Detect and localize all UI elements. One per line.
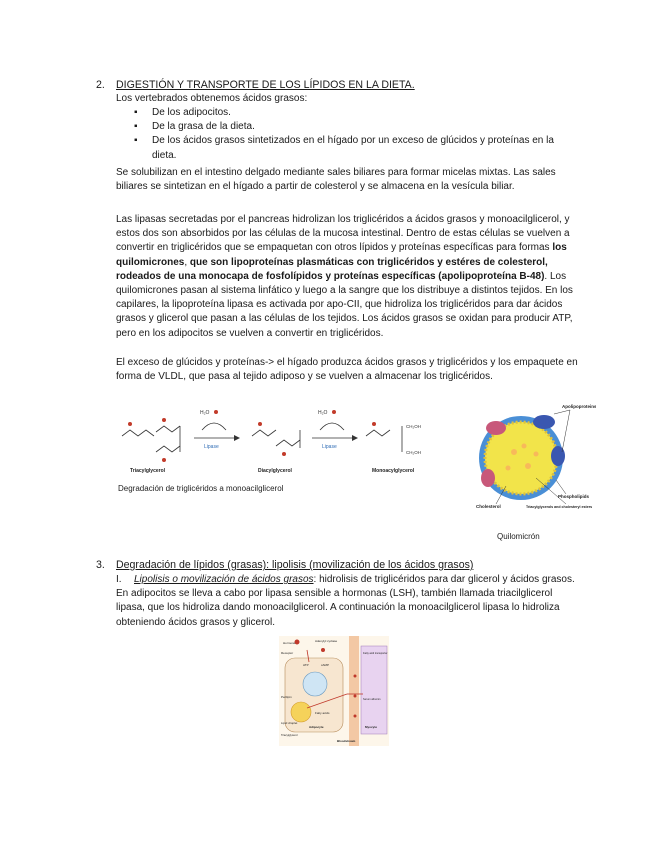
ch2oh-label: CH₂OH xyxy=(406,450,421,455)
cholesterol-label: Cholesterol xyxy=(476,504,501,509)
fatty-acids-label: Fatty acids xyxy=(315,711,330,715)
bold-run-quilomicrones: los quilomicrones xyxy=(116,242,567,268)
triacylglycerol-label: Triacylglycerol xyxy=(281,734,298,737)
roman-numeral: I. xyxy=(116,574,122,585)
lipolysis-item xyxy=(116,573,578,630)
apolipoproteins-label: Apolipoproteins xyxy=(562,404,596,409)
lipase-label: Lipase xyxy=(204,444,219,450)
bold-run-lipoproteinas: que son lipoproteínas plasmáticas con triglicéridos y estéres de colesterol, rodeados de una monocapa de fosfolípidos y proteínas específicas (apolipoproteína B-48) xyxy=(116,256,548,282)
text-run: Las lipasas secretadas por el pancreas hidrolizan los triglicéridos a ácidos grasos y monoacilglicerol, y estos dos son absorbidos por las células de la mucosa intestinal. Dentro de estas células se vuelven a convertir en triglicéridos que se empaquetan con otros lípidos y proteínas específicas para formas xyxy=(116,214,570,254)
bullet-item: ▪ De los ácidos grasos sintetizados en el hígado por un exceso de glúcidos y proteínas en la dieta. xyxy=(116,134,578,162)
bullet-item: ▪ De la grasa de la dieta. xyxy=(116,120,578,134)
bloodstream-label: Bloodstream xyxy=(337,739,356,743)
lipid-droplet-label: Lipid droplet xyxy=(281,721,298,725)
lipolysis-term: Lipolisis o movilización de ácidos grasos xyxy=(134,574,314,585)
bullet-item: ▪ De los adipocitos. xyxy=(116,106,578,120)
lipolysis-text: : hidrolisis de triglicéridos para dar glicerol y ácidos grasos. En adipocitos se lleva a cabo por lipasa sensible a hormonas (LSH), también llamada triacilglicerol lipasa, que los hidroliza dando monoacilglicerol. A continuación la monoacilglicerol lipasa lo hidroliza obteniendo ácidos grasos y glicerol. xyxy=(116,574,575,628)
monoacylglycerol-label: Monoacylglycerol xyxy=(372,468,415,474)
serum-albumin-label: Serum albumin xyxy=(363,698,381,701)
fatty-acid-transporter-label: Fatty acid transporter xyxy=(363,652,388,655)
text-run: . Los quilomicrones pasan al sistema linfático y luego a la sangre que los distribuye a distintos tejidos. En los capilares, la lipoproteína lipasa es activada por apo-CII, que hidroliza los triglicéridos para dar ácidos grasos y glicerol que pasan a las células de los tejidos. Los ácidos grasos se oxidan para producir ATP, pero en los adipocitos se vuelven a convertir en triglicéridos. xyxy=(116,270,573,339)
water-label: H₂O xyxy=(318,410,328,416)
receptor-label: Receptor xyxy=(281,651,294,655)
section-3-heading xyxy=(96,559,473,571)
source-bullet-list xyxy=(116,106,578,163)
section-2-title: DIGESTIÓN Y TRANSPORTE DE LOS LÍPIDOS EN LA DIETA. xyxy=(116,79,415,91)
triglyceride-hydrolysis-figure xyxy=(116,400,446,480)
section-2-number: 2. xyxy=(96,79,105,91)
lipase-label: Lipase xyxy=(322,444,337,450)
section-3-title: Degradación de lípidos (grasas): lipolisis (movilización de los ácidos grasos) xyxy=(116,559,474,571)
camp-label: cAMP xyxy=(321,663,330,667)
triacylglycerol-label: Triacylglycerol xyxy=(130,468,166,474)
water-label: H₂O xyxy=(200,410,210,416)
figure-caption-degradation: Degradación de triglicéridos a monoacilglicerol xyxy=(118,484,284,493)
figure-caption-chylomicron: Quilomicrón xyxy=(497,532,540,541)
atp-label: ATP xyxy=(303,663,309,667)
text-run: , xyxy=(184,256,190,268)
triacylglycerols-label: Triacylglycerols and cholesteryl esters xyxy=(526,505,593,509)
hormone-label: Hormone xyxy=(283,641,296,645)
lipolysis-diagram xyxy=(279,636,389,746)
paragraph-lipases xyxy=(116,213,578,341)
paragraph-vldl: El exceso de glúcidos y proteínas-> el hígado produzca ácidos grasos y triglicéridos y los empaquete en forma de VLDL, que pasa al tejido adiposo y se vuelven a almacenar los triglicéridos. xyxy=(116,357,578,383)
perilipin-label: Perilipin xyxy=(281,695,292,699)
myocyte-label: Myocyte xyxy=(365,725,378,729)
phospholipids-label: Phospholipids xyxy=(558,494,589,499)
adipocyte-label: Adipocyte xyxy=(309,725,324,729)
section-2-heading xyxy=(96,79,415,91)
paragraph-bile-salts: Se solubilizan en el intestino delgado mediante sales biliares para formar micelas mixtas. Las sales biliares se sintetizan en el hígado a partir de colesterol y se almacena en la vesícula biliar. xyxy=(116,167,556,193)
diacylglycerol-label: Diacylglycerol xyxy=(258,468,292,474)
chylomicron-figure xyxy=(466,400,596,520)
section-3-number: 3. xyxy=(96,559,105,571)
adenylyl-cyclase-label: Adenylyl cyclase xyxy=(315,639,338,643)
section-2-intro: Los vertebrados obtenemos ácidos grasos: xyxy=(116,93,308,104)
ch2oh-label: CH₂OH xyxy=(406,424,421,429)
